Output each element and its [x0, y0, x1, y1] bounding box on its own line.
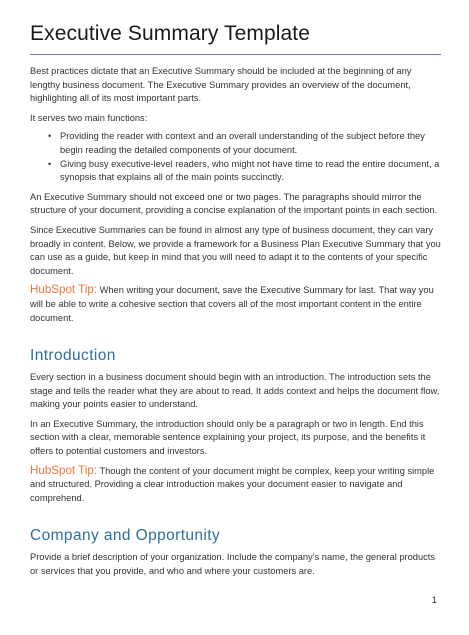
framework-paragraph: Since Executive Summaries can be found in almost any type of business document, they can vary broadly in content. Below, we provide a framework for a Business Plan Executive Summary that you can use as a guide, but keep in mind that you will need to adapt it to the contents of your specific document.	[30, 224, 441, 276]
tip-text: When writing your document, save the Executive Summary for last. That way you will be able to write a cohesive section that covers all of the most important content in the entire document.	[30, 285, 434, 323]
hubspot-tip	[30, 464, 441, 506]
bullet-icon: •	[48, 158, 52, 169]
page-title: Executive Summary Template	[30, 22, 441, 55]
hubspot-tip	[30, 283, 441, 325]
functions-list	[30, 130, 441, 184]
tip-label: HubSpot Tip:	[30, 463, 98, 477]
bullet-icon: •	[48, 131, 52, 142]
functions-label: It serves two main functions:	[30, 112, 148, 123]
tip-text: Though the content of your document might be complex, keep your writing simple and structured. Providing a clear introduction makes your document easier to navigate and comprehend.	[30, 465, 435, 503]
introduction-heading: Introduction	[30, 347, 116, 365]
tip-label: HubSpot Tip:	[30, 283, 98, 297]
length-paragraph: An Executive Summary should not exceed one or two pages. The paragraphs should mirror the structure of your document, providing a concise explanation of the important points in each section.	[30, 191, 438, 216]
introduction-length-paragraph: In an Executive Summary, the introduction should only be a paragraph or two in length. End this section with a clear, memorable sentence explaining your project, its purpose, and the benefits it offers to potential customers and investors.	[30, 418, 426, 457]
list-item	[30, 130, 441, 157]
introduction-paragraph: Every section in a business document should begin with an introduction. The introduction sets the stage and tells the reader what they are about to read. It adds context and helps the document flow, making your points easier to understand.	[30, 372, 440, 410]
list-item-text: Giving busy executive-level readers, who might not have time to read the entire document, a synopsis that explains all of the main points succinctly.	[60, 158, 440, 183]
company-paragraph: Provide a brief description of your organization. Include the company’s name, the general products or services that you provide, and who and where your customers are.	[30, 552, 435, 577]
company-heading: Company and Opportunity	[30, 527, 221, 545]
list-item	[30, 158, 441, 185]
list-item-text: Providing the reader with context and an overall understanding of the subject before they begin reading the detailed components of your document.	[60, 131, 425, 155]
intro-paragraph: Best practices dictate that an Executive Summary should be included at the beginning of any lengthy business document. The Executive Summary provides an overview of the document, highlighting all of its most important parts.	[30, 66, 412, 104]
page-number: 1	[431, 595, 437, 606]
